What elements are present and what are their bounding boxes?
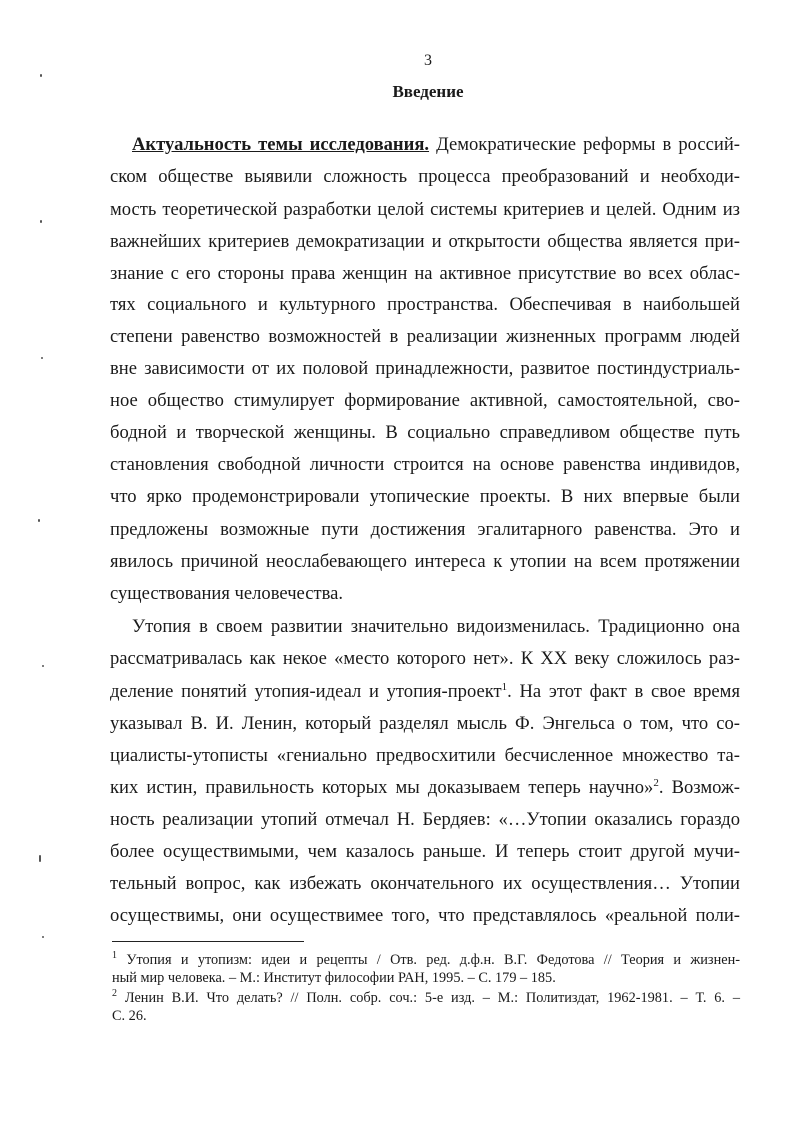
- footnote-2-cont: С. 26.: [112, 1008, 147, 1024]
- text-line: циалисты-утописты «гениально предвосхитили бесчисленное множество та-: [110, 745, 740, 766]
- text-line: более осуществимыми, чем казалось раньше. И теперь стоит другой мучи-: [110, 841, 740, 862]
- footnote-text: Утопия и утопизм: идеи и рецепты / Отв. ред. д.ф.н. В.Г. Федотова // Теория и жизнен-: [117, 952, 740, 968]
- page-title: Введение: [392, 82, 464, 101]
- text-line: мость теоретической разработки целой системы критериев и целей. Одним из: [110, 199, 740, 220]
- text-line: [110, 680, 740, 704]
- scan-speck: [38, 519, 40, 522]
- text-span: . Возмож-: [658, 777, 740, 798]
- text-line: тельный вопрос, как избежать окончательного их осуществления… Утопии: [110, 873, 740, 894]
- scan-speck: [41, 357, 43, 359]
- text-span: деление понятий утопия-идеал и утопия-проект: [110, 681, 502, 702]
- footnote-1-cont: ный мир человека. – М.: Институт философии РАН, 1995. – С. 179 – 185.: [112, 970, 556, 986]
- scan-speck: [42, 665, 44, 667]
- text-line: [110, 776, 740, 800]
- text-line: явилось причиной неослабевающего интереса к утопии на всем протяжении: [110, 551, 740, 572]
- text-span: ких истин, правильность которых мы доказываем теперь научно»: [110, 777, 654, 798]
- text-line: предложены возможные пути достижения эгалитарного равенства. Это и: [110, 519, 740, 540]
- text-span: Демократические реформы в россий-: [429, 134, 740, 155]
- text-line: тях социального и культурного пространства. Обеспечивая в наибольшей: [110, 294, 740, 315]
- text-line: знание с его стороны права женщин на активное присутствие во всех облас-: [110, 263, 740, 284]
- scan-speck: [40, 220, 42, 223]
- text-line: ском обществе выявили сложность процесса преобразований и необходи-: [110, 166, 740, 187]
- text-line: вне зависимости от их половой принадлежности, развитое постиндустриаль-: [110, 358, 740, 379]
- section-heading: Актуальность темы исследования.: [132, 134, 430, 155]
- text-line: что ярко продемонстрировали утопические проекты. В них впервые были: [110, 486, 740, 507]
- text-line: [132, 133, 740, 157]
- footnote-rule: [112, 941, 304, 942]
- scan-speck: [39, 855, 41, 862]
- text-line: Утопия в своем развитии значительно видоизменилась. Традиционно она: [132, 616, 740, 637]
- scan-speck: [42, 936, 44, 938]
- footnote-text: Ленин В.И. Что делать? // Полн. собр. соч.: 5-е изд. – М.: Политиздат, 1962-1981. – Т. 6. –: [117, 990, 740, 1006]
- text-line: осуществимы, они осуществимее того, что представлялось «реальной поли-: [110, 905, 740, 926]
- page-number: 3: [424, 52, 432, 69]
- footnote-mark: 1: [112, 950, 117, 962]
- text-line: ность реализации утопий отмечал Н. Бердяев: «…Утопии оказались гораздо: [110, 809, 740, 830]
- scan-speck: [40, 74, 42, 77]
- footnote-2: [112, 990, 740, 1007]
- text-line: существования человечества.: [110, 583, 344, 604]
- footnote-ref[interactable]: 1: [501, 680, 508, 693]
- text-line: становления свободной личности строится на основе равенства индивидов,: [110, 454, 740, 475]
- footnote-ref[interactable]: 2: [653, 776, 659, 789]
- text-line: важнейших критериев демократизации и открытости общества является при-: [110, 231, 740, 252]
- text-span: . На этот факт в свое время: [507, 681, 740, 702]
- text-line: ное общество стимулирует формирование активной, самостоятельной, сво-: [110, 390, 740, 411]
- text-line: бодной и творческой женщины. В социально справедливом обществе путь: [110, 422, 740, 443]
- text-line: указывал В. И. Ленин, который разделял мысль Ф. Энгельса о том, что со-: [110, 713, 740, 734]
- footnote-1: [112, 952, 740, 969]
- text-line: степени равенство возможностей в реализации жизненных программ людей: [110, 326, 740, 347]
- footnote-mark: 2: [112, 988, 117, 1000]
- text-line: рассматривалась как некое «место которого нет». К XX веку сложилось раз-: [110, 648, 740, 669]
